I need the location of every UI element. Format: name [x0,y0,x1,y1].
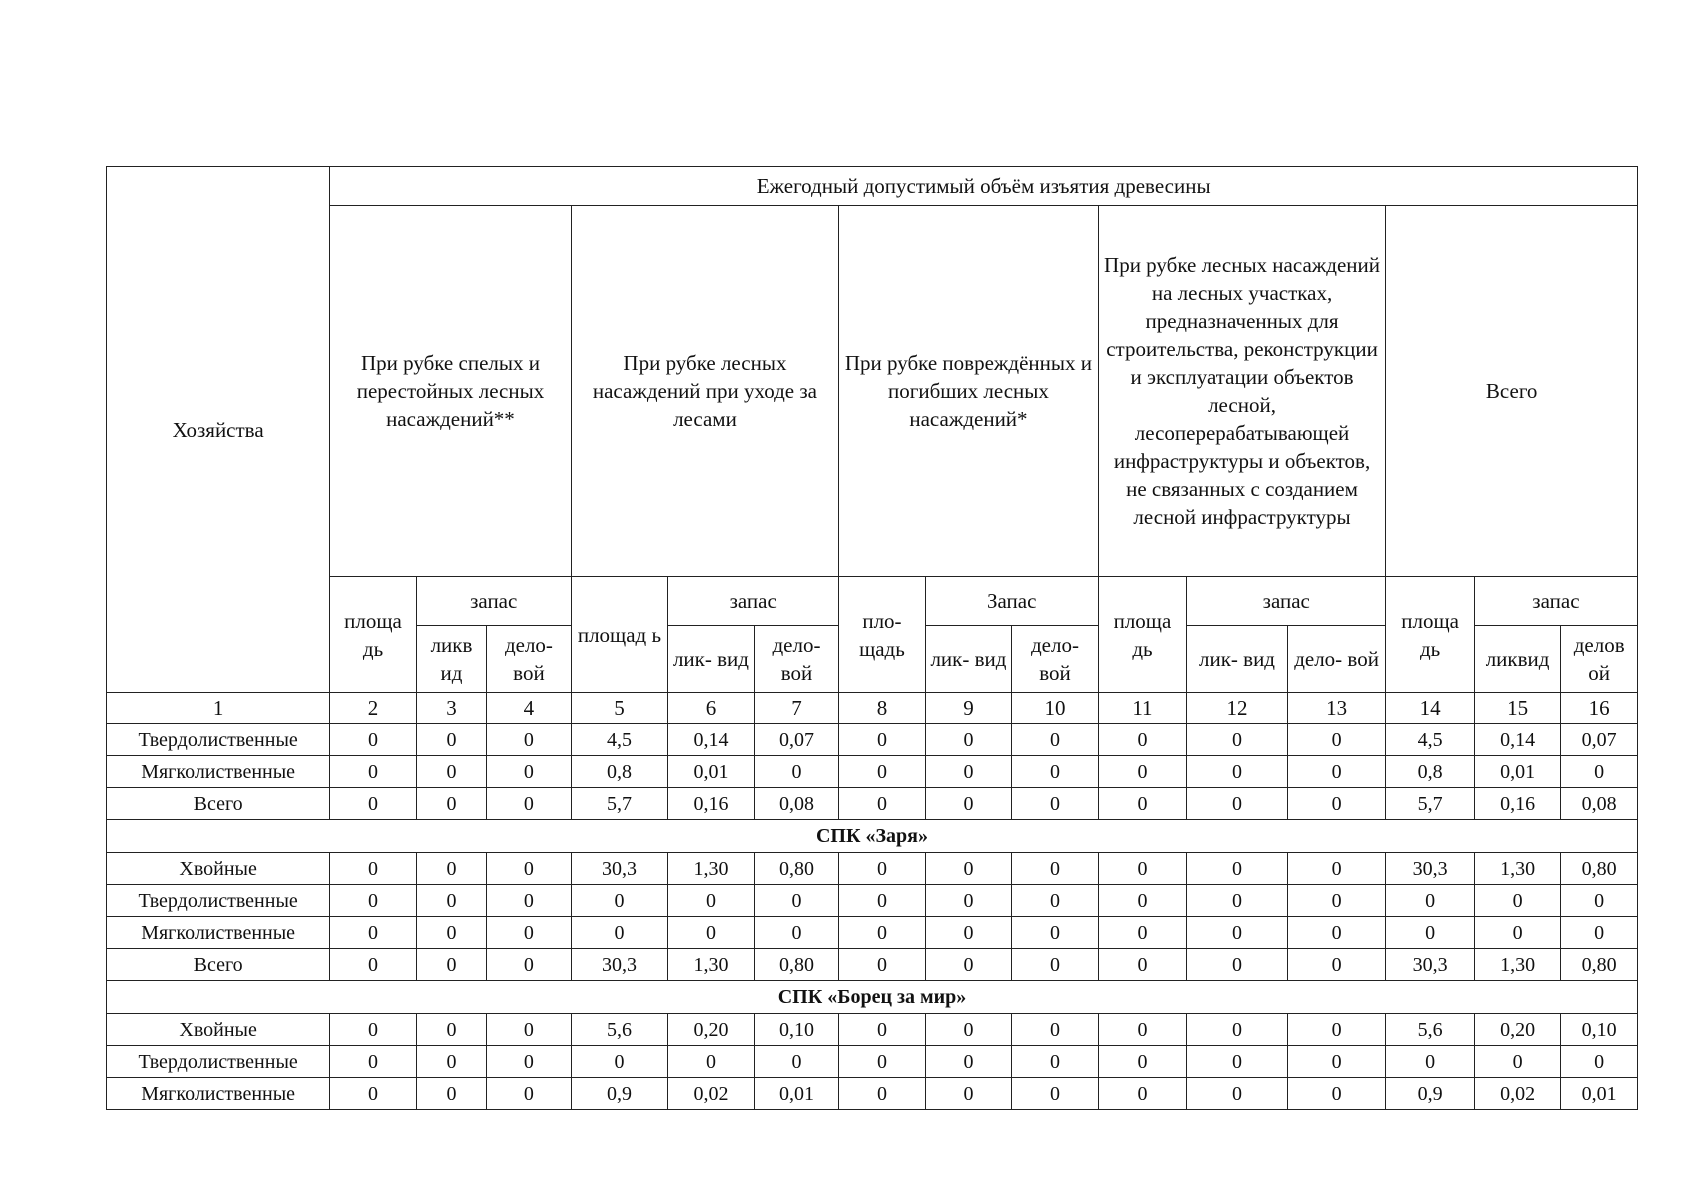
value-cell: 0,10 [754,1014,838,1046]
main-header: Ежегодный допустимый объём изъятия древесины [330,167,1638,206]
value-cell: 0 [754,1046,838,1078]
column-number: 12 [1187,693,1288,724]
value-cell: 0,20 [1474,1014,1561,1046]
value-cell: 0,07 [754,724,838,756]
value-cell: 4,5 [1386,724,1475,756]
value-cell: 0 [416,885,486,917]
value-cell: 0 [416,949,486,981]
species-cell: Мягколиственные [107,1078,330,1110]
value-cell: 0 [1187,949,1288,981]
table-row [107,724,1638,756]
value-cell: 0 [416,1078,486,1110]
value-cell: 0 [1287,949,1386,981]
value-cell: 5,7 [1386,788,1475,820]
business-header: дело- вой [487,626,571,693]
table-row [107,1014,1638,1046]
value-cell: 1,30 [1474,853,1561,885]
value-cell: 0,08 [754,788,838,820]
value-cell: 0 [1386,885,1475,917]
value-cell: 0 [1287,724,1386,756]
value-cell: 0 [330,788,417,820]
value-cell: 0,9 [571,1078,668,1110]
value-cell: 0 [839,853,926,885]
value-cell: 0 [487,853,571,885]
value-cell: 0 [1561,756,1638,788]
column-number: 14 [1386,693,1475,724]
species-cell: Твердолиственные [107,724,330,756]
value-cell: 0,02 [1474,1078,1561,1110]
value-cell: 0,01 [1561,1078,1638,1110]
table-row [107,1078,1638,1110]
value-cell: 0 [1098,853,1187,885]
table-row [107,885,1638,917]
value-cell: 0 [330,1078,417,1110]
value-cell: 0 [1386,1046,1475,1078]
section-title: СПК «Борец за мир» [107,981,1638,1014]
value-cell: 0 [1561,917,1638,949]
value-cell: 5,7 [571,788,668,820]
value-cell: 0,8 [1386,756,1475,788]
value-cell: 0 [754,885,838,917]
value-cell: 0 [839,788,926,820]
value-cell: 1,30 [1474,949,1561,981]
value-cell: 0 [1012,1046,1099,1078]
value-cell: 0 [487,1078,571,1110]
value-cell: 0 [330,756,417,788]
business-header: делов ой [1561,626,1638,693]
liquid-header: ликвид [1474,626,1561,693]
value-cell: 0,02 [668,1078,755,1110]
value-cell: 0 [330,1046,417,1078]
value-cell: 0 [668,1046,755,1078]
value-cell: 0 [925,788,1012,820]
value-cell: 0 [925,853,1012,885]
stock-header: запас [668,577,839,626]
value-cell: 0,16 [668,788,755,820]
value-cell: 0 [1098,885,1187,917]
table-header [107,167,1638,724]
value-cell: 0 [1287,756,1386,788]
value-cell: 0 [1098,1014,1187,1046]
table-row [107,853,1638,885]
value-cell: 0 [330,917,417,949]
value-cell: 0 [1012,788,1099,820]
value-cell: 0 [1098,724,1187,756]
value-cell: 0 [416,724,486,756]
value-cell: 0 [571,885,668,917]
value-cell: 30,3 [571,853,668,885]
value-cell: 0 [839,949,926,981]
value-cell: 0 [1287,1014,1386,1046]
table-row [107,949,1638,981]
value-cell: 0 [487,949,571,981]
species-cell: Твердолиственные [107,885,330,917]
value-cell: 0 [1187,1046,1288,1078]
group-header-care: При рубке лесных насаждений при уходе за лесами [571,206,839,577]
value-cell: 0 [1098,1078,1187,1110]
value-cell: 0 [839,885,926,917]
column-number: 1 [107,693,330,724]
section-row [107,981,1638,1014]
value-cell: 1,30 [668,949,755,981]
group-header-mature: При рубке спелых и перестойных лесных насаждений** [330,206,571,577]
value-cell: 0 [487,788,571,820]
value-cell: 0 [1187,1078,1288,1110]
value-cell: 0 [571,917,668,949]
value-cell: 0,20 [668,1014,755,1046]
value-cell: 0 [416,788,486,820]
column-number: 4 [487,693,571,724]
value-cell: 0 [1098,1046,1187,1078]
value-cell: 0,07 [1561,724,1638,756]
value-cell: 0 [1012,756,1099,788]
species-cell: Хвойные [107,1014,330,1046]
value-cell: 0,80 [754,853,838,885]
value-cell: 0 [925,724,1012,756]
value-cell: 0,16 [1474,788,1561,820]
value-cell: 0 [1561,1046,1638,1078]
area-header: площа дь [1386,577,1475,693]
column-number: 2 [330,693,417,724]
column-number-row [107,693,1638,724]
table-row [107,1046,1638,1078]
value-cell: 0 [1287,917,1386,949]
species-cell: Всего [107,949,330,981]
value-cell: 0,8 [571,756,668,788]
business-header: дело- вой [1012,626,1099,693]
value-cell: 0 [925,756,1012,788]
business-header: дело- вой [1287,626,1386,693]
value-cell: 0 [754,756,838,788]
liquid-header: лик- вид [668,626,755,693]
value-cell: 0 [1474,917,1561,949]
value-cell: 0 [330,949,417,981]
column-number: 8 [839,693,926,724]
value-cell: 0,08 [1561,788,1638,820]
stock-header: запас [416,577,571,626]
value-cell: 0 [571,1046,668,1078]
value-cell: 0 [668,917,755,949]
species-cell: Хвойные [107,853,330,885]
value-cell: 0,14 [668,724,755,756]
farms-header: Хозяйства [107,167,330,693]
value-cell: 5,6 [571,1014,668,1046]
value-cell: 0 [668,885,755,917]
section-title: СПК «Заря» [107,820,1638,853]
value-cell: 0 [416,1046,486,1078]
column-number: 11 [1098,693,1187,724]
species-cell: Мягколиственные [107,756,330,788]
value-cell: 0 [839,1014,926,1046]
stock-header: запас [1187,577,1386,626]
timber-volume-table [106,166,1638,1110]
value-cell: 0 [1287,1078,1386,1110]
value-cell: 0 [487,756,571,788]
value-cell: 0 [1012,885,1099,917]
liquid-header: лик- вид [925,626,1012,693]
value-cell: 0 [416,1014,486,1046]
value-cell: 0 [1012,949,1099,981]
species-cell: Мягколиственные [107,917,330,949]
value-cell: 0,01 [754,1078,838,1110]
value-cell: 0 [925,917,1012,949]
value-cell: 0 [1187,885,1288,917]
value-cell: 0 [925,949,1012,981]
value-cell: 0 [1012,853,1099,885]
value-cell: 0,80 [754,949,838,981]
value-cell: 0,01 [668,756,755,788]
value-cell: 0 [416,917,486,949]
area-header: площад ь [571,577,668,693]
value-cell: 0 [1187,788,1288,820]
value-cell: 0 [1287,788,1386,820]
value-cell: 0 [487,1014,571,1046]
liquid-header: лик- вид [1187,626,1288,693]
value-cell: 0 [487,885,571,917]
value-cell: 0,80 [1561,853,1638,885]
value-cell: 1,30 [668,853,755,885]
value-cell: 30,3 [1386,853,1475,885]
value-cell: 0 [487,917,571,949]
value-cell: 0 [1386,917,1475,949]
value-cell: 30,3 [571,949,668,981]
value-cell: 0 [1012,1014,1099,1046]
area-header: пло- щадь [839,577,926,693]
species-cell: Всего [107,788,330,820]
value-cell: 0 [839,756,926,788]
value-cell: 30,3 [1386,949,1475,981]
value-cell: 0 [1098,756,1187,788]
stock-header: запас [1474,577,1637,626]
value-cell: 0 [416,756,486,788]
value-cell: 0,80 [1561,949,1638,981]
value-cell: 0 [487,1046,571,1078]
value-cell: 4,5 [571,724,668,756]
value-cell: 0 [754,917,838,949]
value-cell: 0 [330,853,417,885]
value-cell: 0 [1287,853,1386,885]
value-cell: 0 [330,724,417,756]
value-cell: 0 [1187,724,1288,756]
value-cell: 0 [925,885,1012,917]
value-cell: 0 [487,724,571,756]
column-number: 7 [754,693,838,724]
value-cell: 0 [1098,917,1187,949]
value-cell: 0,14 [1474,724,1561,756]
value-cell: 0 [925,1046,1012,1078]
value-cell: 0 [925,1014,1012,1046]
area-header: площа дь [1098,577,1187,693]
table-body [107,724,1638,1110]
area-header: площа дь [330,577,417,693]
value-cell: 0 [1287,1046,1386,1078]
column-number: 5 [571,693,668,724]
column-number: 3 [416,693,486,724]
column-number: 9 [925,693,1012,724]
group-header-damaged: При рубке повреждённых и погибших лесных насаждений* [839,206,1099,577]
section-row [107,820,1638,853]
table-row [107,917,1638,949]
liquid-header: ликв ид [416,626,486,693]
column-number: 16 [1561,693,1638,724]
value-cell: 0 [1012,1078,1099,1110]
value-cell: 0 [1287,885,1386,917]
value-cell: 0 [839,1046,926,1078]
value-cell: 0 [1187,853,1288,885]
group-header-construction: При рубке лесных насаждений на лесных участках, предназначенных для строительства, реконструкции и эксплуатации объектов лесной, лесоперерабатывающей инфраструктуры и объектов, не связанных с созданием лесной инфраструктуры [1098,206,1386,577]
value-cell: 0 [839,1078,926,1110]
value-cell: 0 [330,885,417,917]
value-cell: 0 [839,724,926,756]
table-row [107,756,1638,788]
value-cell: 0 [925,1078,1012,1110]
value-cell: 0 [839,917,926,949]
group-header-total: Всего [1386,206,1638,577]
value-cell: 0 [1187,756,1288,788]
column-number: 15 [1474,693,1561,724]
value-cell: 0 [1012,724,1099,756]
value-cell: 0 [1561,885,1638,917]
value-cell: 0 [1098,949,1187,981]
value-cell: 0 [416,853,486,885]
value-cell: 0 [330,1014,417,1046]
column-number: 13 [1287,693,1386,724]
value-cell: 5,6 [1386,1014,1475,1046]
value-cell: 0,9 [1386,1078,1475,1110]
value-cell: 0 [1187,917,1288,949]
column-number: 10 [1012,693,1099,724]
value-cell: 0 [1474,1046,1561,1078]
species-cell: Твердолиственные [107,1046,330,1078]
value-cell: 0 [1098,788,1187,820]
column-number: 6 [668,693,755,724]
table-row [107,788,1638,820]
value-cell: 0 [1474,885,1561,917]
value-cell: 0 [1012,917,1099,949]
value-cell: 0 [1187,1014,1288,1046]
value-cell: 0,10 [1561,1014,1638,1046]
value-cell: 0,01 [1474,756,1561,788]
business-header: дело- вой [754,626,838,693]
stock-header: Запас [925,577,1098,626]
